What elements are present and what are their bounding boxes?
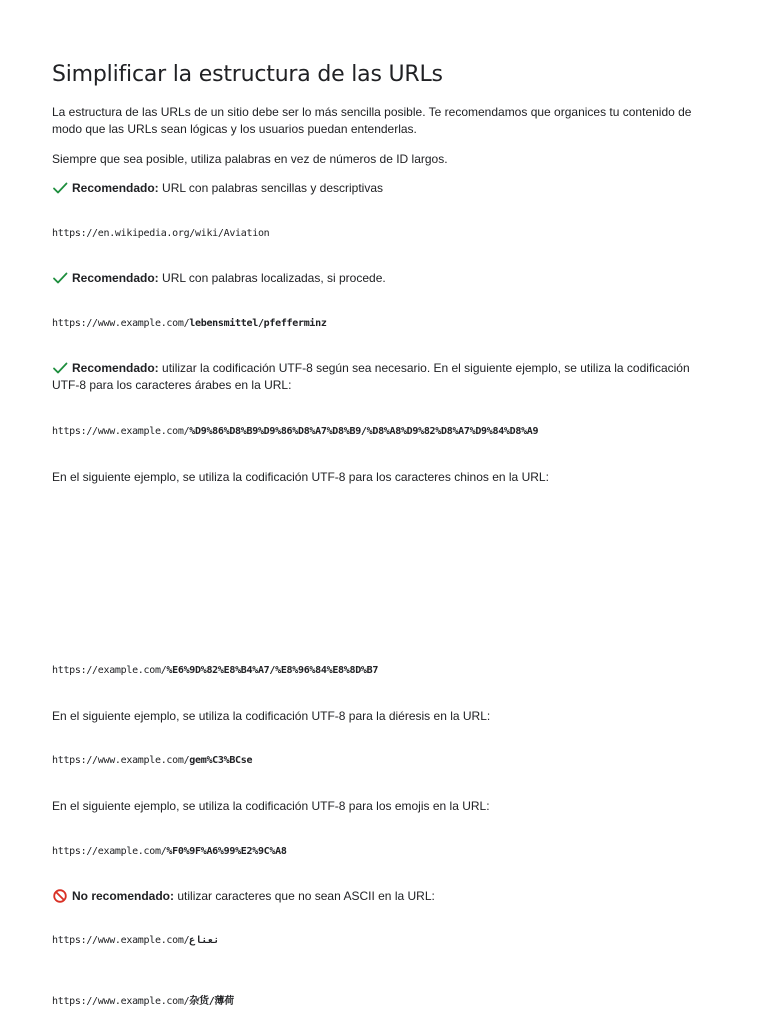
recommended-label: Recomendado: [72,271,159,285]
checkmark-icon [52,271,68,285]
recommended-text: utilizar la codificación UTF-8 según sea necesario. En el siguiente ejemplo, se utiliza la codificación UTF-8 para los caracteres árabes en la URL: [52,361,690,392]
not-recommended-text: utilizar caracteres que no sean ASCII en la URL: [177,889,435,903]
dieresis-intro: En el siguiente ejemplo, se utiliza la codificación UTF-8 para la diéresis en la URL: [52,709,491,723]
url-path: نعناع [189,935,220,946]
prohibited-icon [52,889,68,903]
url-path: %D9%86%D8%B9%D9%86%D8%A7%D8%B9/%D8%A8%D9%82%D8%A7%D9%84%D8%A9 [189,426,539,437]
url-example-7 [52,934,219,948]
url-example-1 [52,227,269,241]
url-example-5 [52,754,252,768]
checkmark-icon [52,181,68,195]
intro-paragraph: La estructura de las URLs de un sitio debe ser lo más sencilla posible. Te recomendamos que organices tu contenido de modo que las URLs sean lógicas y los usuarios puedan entenderlas. [52,105,692,136]
not-recommended-note [52,888,712,905]
url-example-4 [52,664,378,678]
not-recommended-label: No recomendado: [72,889,175,903]
checkmark-icon [52,361,68,375]
url-path: gem%C3%BCse [189,755,253,766]
url-base: https://example.com/ [52,665,167,676]
url-base: https://en.wikipedia.org/wiki/Aviation [52,228,270,239]
url-base: https://www.example.com/ [52,755,190,766]
url-example-6 [52,845,287,859]
url-base: https://www.example.com/ [52,426,190,437]
url-base: https://www.example.com/ [52,318,190,329]
url-example-3 [52,425,538,439]
recommended-note-3 [52,360,712,394]
url-path: 杂货/薄荷 [189,996,234,1007]
recommended-label: Recomendado: [72,181,159,195]
recommended-text: URL con palabras localizadas, si procede. [162,271,386,285]
url-example-8 [52,995,234,1009]
emoji-intro: En el siguiente ejemplo, se utiliza la codificación UTF-8 para los emojis en la URL: [52,799,490,813]
recommended-text: URL con palabras sencillas y descriptivas [162,181,384,195]
url-base: https://example.com/ [52,846,167,857]
tip-paragraph: Siempre que sea posible, utiliza palabras en vez de números de ID largos. [52,152,448,166]
url-base: https://www.example.com/ [52,996,190,1007]
page-title: Simplificar la estructura de las URLs [52,62,443,87]
recommended-label: Recomendado: [72,361,159,375]
url-path: %E6%9D%82%E8%B4%A7/%E8%96%84%E8%8D%B7 [166,665,379,676]
recommended-note-1 [52,180,712,197]
recommended-note-2 [52,270,712,287]
url-path: lebensmittel/pfefferminz [189,318,327,329]
url-base: https://www.example.com/ [52,935,190,946]
url-path: %F0%9F%A6%99%E2%9C%A8 [166,846,287,857]
url-example-2 [52,317,327,331]
chinese-intro: En el siguiente ejemplo, se utiliza la codificación UTF-8 para los caracteres chinos en la URL: [52,470,549,484]
